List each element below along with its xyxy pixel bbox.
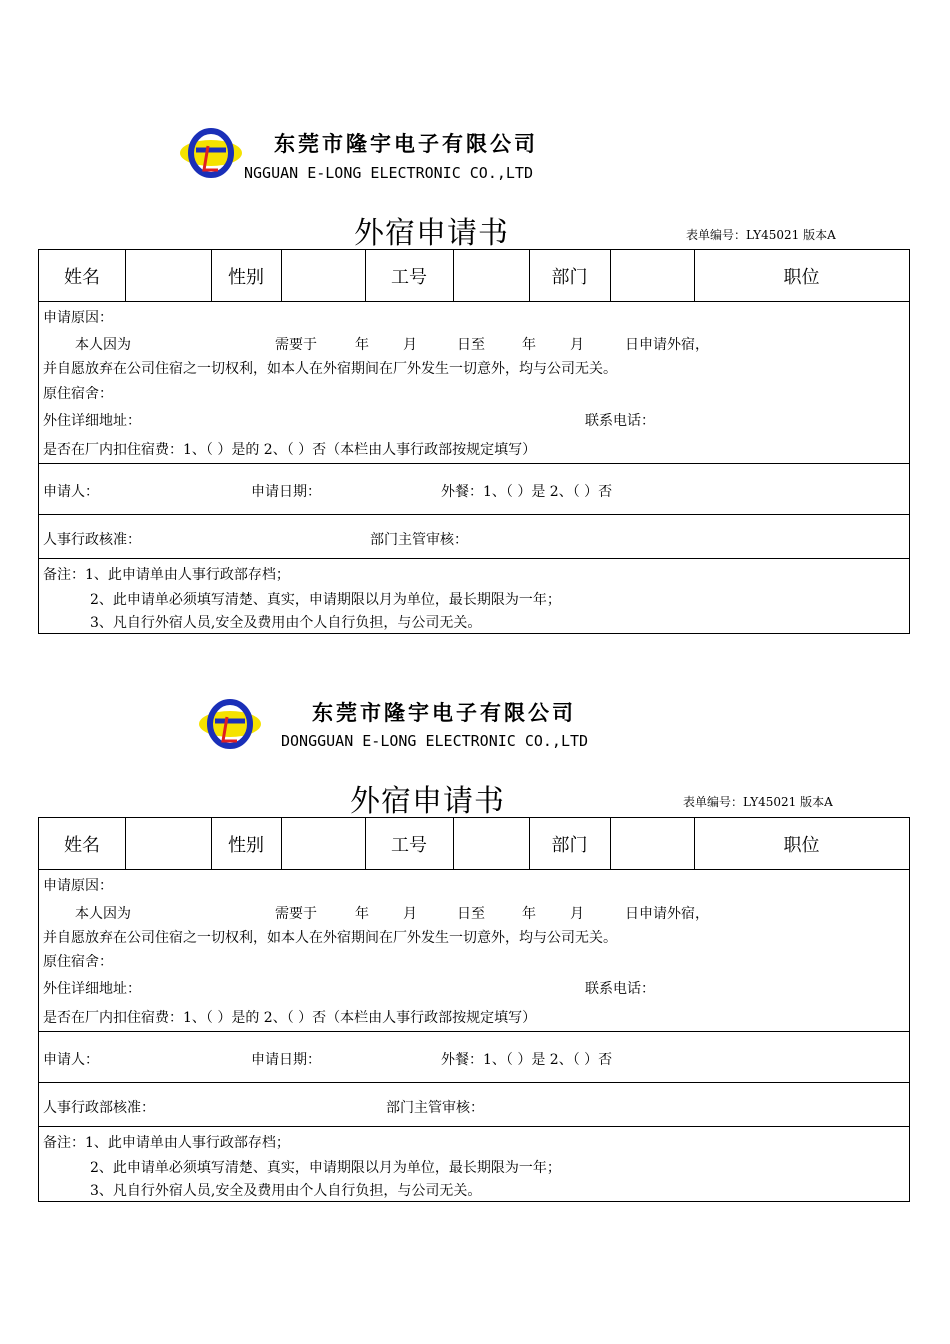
meal-option-line: 外餐：1、（ ）是 2、（ ）否 xyxy=(441,484,613,500)
phone-label: 联系电话： xyxy=(585,413,655,429)
reason-month-1: 月 xyxy=(403,337,417,353)
reason-day-to: 日至 xyxy=(457,337,485,353)
reason-label: 申请原因： xyxy=(43,878,113,894)
waiver-statement: 并自愿放弃在公司住宿之一切权利，如本人在外宿期间在厂外发生一切意外，均与公司无关。 xyxy=(43,361,617,377)
applicant-label: 申请人： xyxy=(43,484,99,500)
original-dorm-label: 原住宿舍： xyxy=(43,386,113,402)
deduct-fee-line: 是否在厂内扣住宿费：1、（ ）是的 2、（ ）否（本栏由人事行政部按规定填写） xyxy=(43,1010,537,1026)
reason-need: 需要于 xyxy=(275,906,317,922)
gender-value-cell[interactable] xyxy=(281,250,365,301)
gender-value-cell[interactable] xyxy=(281,818,365,869)
form-code: 表单编号：LY45021 版本A xyxy=(686,228,836,242)
note-2: 2、此申请单必须填写清楚、真实，申请期限以月为单位，最长期限为一年； xyxy=(90,1160,561,1176)
note-1: 备注：1、此申请单由人事行政部存档； xyxy=(43,567,290,583)
reason-year-1: 年 xyxy=(355,337,369,353)
reason-label: 申请原因： xyxy=(43,310,113,326)
form-code: 表单编号：LY45021 版本A xyxy=(683,795,833,809)
header-gender: 性别 xyxy=(228,266,264,288)
dept-review-label: 部门主管审核： xyxy=(386,1100,484,1116)
department-value-cell[interactable] xyxy=(610,250,694,301)
reason-year-1: 年 xyxy=(355,906,369,922)
address-label: 外住详细地址： xyxy=(43,413,141,429)
header-department: 部门 xyxy=(551,266,588,288)
note-1: 备注：1、此申请单由人事行政部存档； xyxy=(43,1135,290,1151)
company-logo-1 xyxy=(178,126,244,180)
application-table xyxy=(38,817,910,1202)
reason-prefix: 本人因为 xyxy=(75,337,131,353)
header-employee-id: 工号 xyxy=(391,834,427,856)
deduct-fee-line: 是否在厂内扣住宿费：1、（ ）是的 2、（ ）否（本栏由人事行政部按规定填写） xyxy=(43,442,537,458)
reason-year-2: 年 xyxy=(522,337,536,353)
waiver-statement: 并自愿放弃在公司住宿之一切权利，如本人在外宿期间在厂外发生一切意外，均与公司无关。 xyxy=(43,930,617,946)
address-label: 外住详细地址： xyxy=(43,981,141,997)
reason-end: 日申请外宿， xyxy=(625,906,709,922)
reason-year-2: 年 xyxy=(522,906,536,922)
header-position: 职位 xyxy=(783,266,820,288)
header-name: 姓名 xyxy=(64,266,100,288)
meal-option-line: 外餐：1、（ ）是 2、（ ）否 xyxy=(441,1052,613,1068)
table-header-row xyxy=(39,818,909,870)
hr-approve-label: 人事行政核准： xyxy=(43,532,141,548)
header-position: 职位 xyxy=(783,834,820,856)
application-table xyxy=(38,249,910,634)
original-dorm-label: 原住宿舍： xyxy=(43,954,113,970)
phone-label: 联系电话： xyxy=(585,981,655,997)
employee-id-value-cell[interactable] xyxy=(453,818,529,869)
note-2: 2、此申请单必须填写清楚、真实，申请期限以月为单位，最长期限为一年； xyxy=(90,592,561,608)
apply-date-label: 申请日期： xyxy=(251,484,321,500)
employee-id-value-cell[interactable] xyxy=(453,250,529,301)
header-employee-id: 工号 xyxy=(391,266,427,288)
form-title: 外宿申请书 xyxy=(350,784,505,819)
header-gender: 性别 xyxy=(228,834,264,856)
reason-prefix: 本人因为 xyxy=(75,906,131,922)
reason-month-2: 月 xyxy=(570,906,584,922)
company-name-en: NGGUAN E-LONG ELECTRONIC CO.,LTD xyxy=(244,164,533,182)
company-name-en: DONGGUAN E-LONG ELECTRONIC CO.,LTD xyxy=(281,732,589,750)
reason-month-1: 月 xyxy=(403,906,417,922)
header-name: 姓名 xyxy=(64,834,100,856)
apply-date-label: 申请日期： xyxy=(251,1052,321,1068)
department-value-cell[interactable] xyxy=(610,818,694,869)
reason-month-2: 月 xyxy=(570,337,584,353)
dept-review-label: 部门主管审核： xyxy=(370,532,468,548)
form-title: 外宿申请书 xyxy=(354,216,509,251)
reason-need: 需要于 xyxy=(275,337,317,353)
header-department: 部门 xyxy=(551,834,588,856)
reason-end: 日申请外宿， xyxy=(625,337,709,353)
note-3: 3、凡自行外宿人员,安全及费用由个人自行负担，与公司无关。 xyxy=(90,615,482,631)
company-name-cn: 东莞市隆宇电子有限公司 xyxy=(274,132,538,156)
name-value-cell[interactable] xyxy=(125,818,211,869)
company-name-cn: 东莞市隆宇电子有限公司 xyxy=(312,701,576,725)
company-logo-2 xyxy=(197,697,263,751)
reason-day-to: 日至 xyxy=(457,906,485,922)
name-value-cell[interactable] xyxy=(125,250,211,301)
hr-approve-label: 人事行政部核准： xyxy=(43,1100,155,1116)
note-3: 3、凡自行外宿人员,安全及费用由个人自行负担，与公司无关。 xyxy=(90,1183,482,1199)
table-header-row xyxy=(39,250,909,302)
applicant-label: 申请人： xyxy=(43,1052,99,1068)
